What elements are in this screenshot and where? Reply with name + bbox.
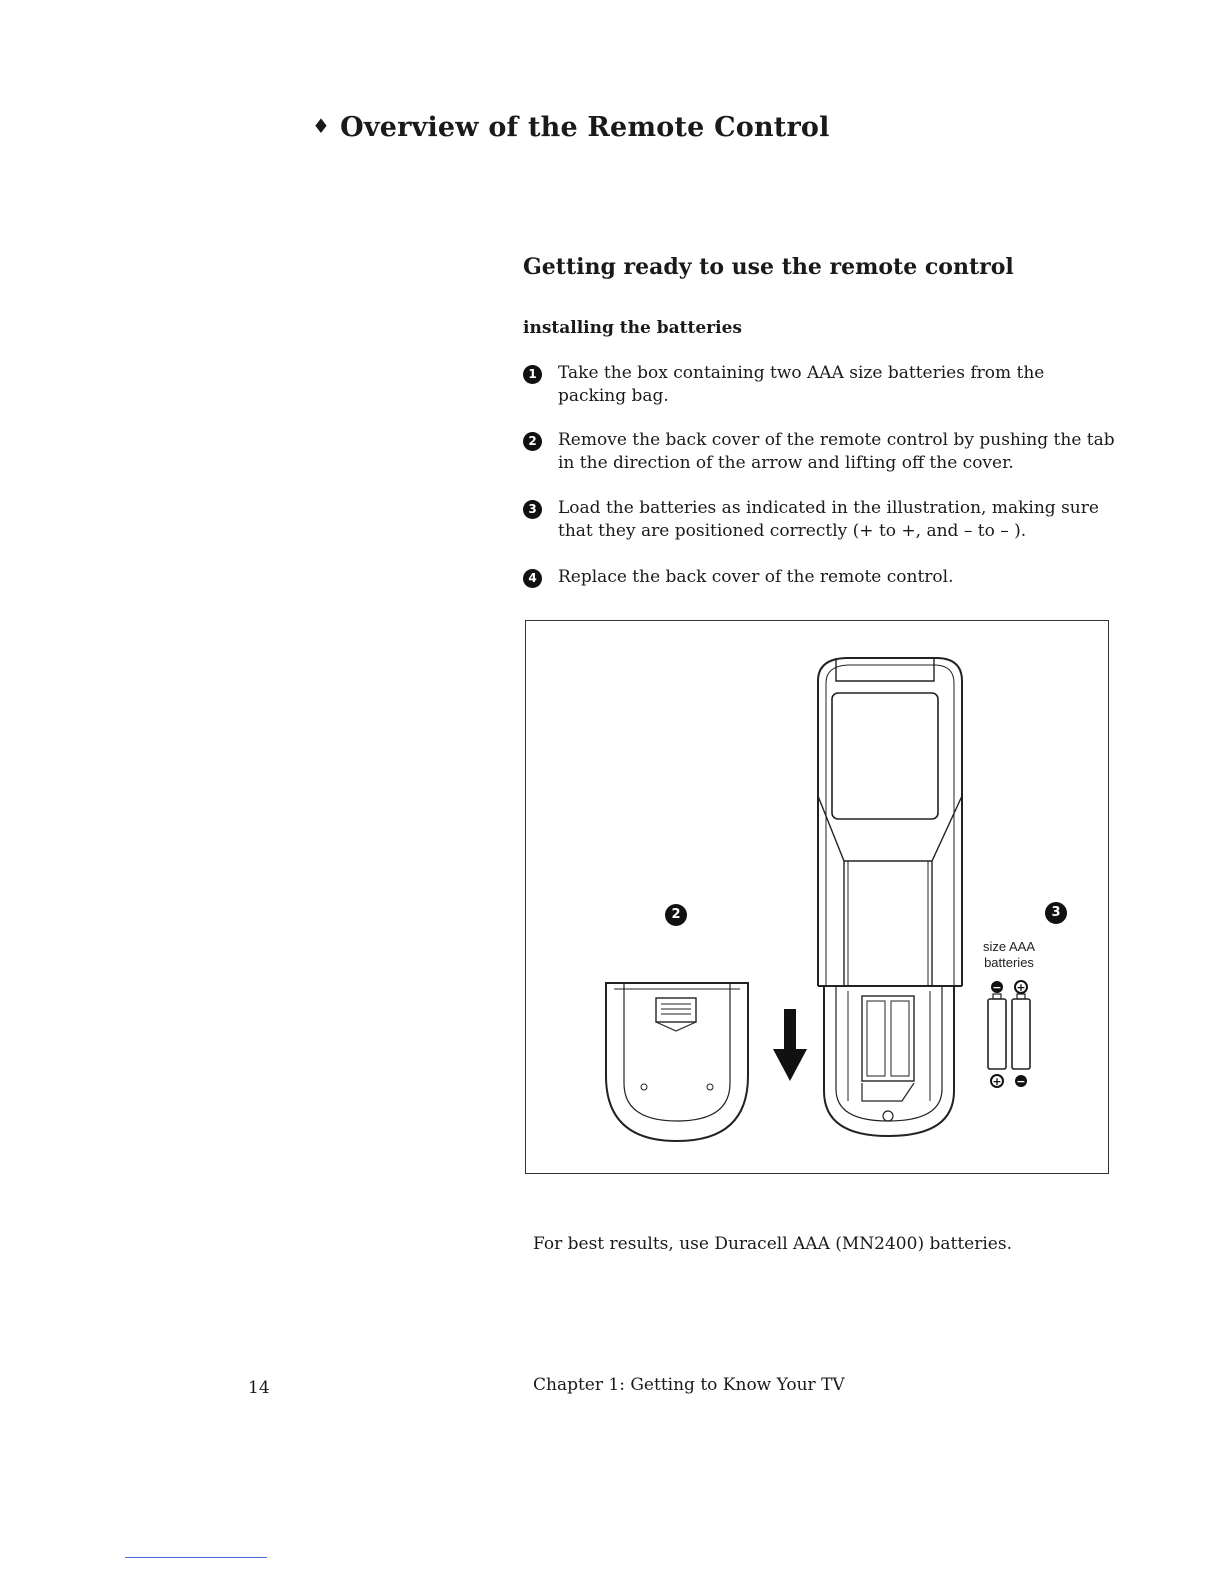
battery-installation-illustration: [526, 621, 1110, 1175]
minus-top-symbol: −: [992, 981, 1002, 994]
step-number-4: 4: [523, 569, 542, 588]
back-cover-illustration: [606, 983, 748, 1141]
step-4: [523, 566, 1123, 589]
section-title-text: Overview of the Remote Control: [340, 112, 830, 143]
section-title: [312, 112, 830, 143]
step-1: [523, 362, 1123, 408]
step-text-1: Take the box containing two AAA size batteries from the packing bag.: [558, 363, 1045, 406]
step-text-4: Replace the back cover of the remote control.: [558, 567, 954, 587]
diamond-bullet-icon: ♦: [312, 114, 331, 138]
step-number-3: 3: [523, 500, 542, 519]
page-number: 14: [248, 1378, 270, 1398]
callout-step-3: 3: [1045, 902, 1067, 924]
battery-size-label-line-1: size AAA: [982, 939, 1036, 954]
step-text-3: Load the batteries as indicated in the illustration, making sure that they are positioned correctly (+ to +, and – to – ).: [558, 498, 1099, 541]
battery-size-label: [973, 939, 1045, 971]
battery-recommendation-note: For best results, use Duracell AAA (MN2400) batteries.: [533, 1234, 1012, 1254]
plus-bottom-symbol: +: [992, 1075, 1002, 1088]
chapter-footer: Chapter 1: Getting to Know Your TV: [533, 1375, 845, 1395]
polarity-markers: [991, 981, 1027, 1088]
sub-heading: installing the batteries: [523, 318, 742, 338]
remote-control-illustration: [818, 658, 962, 1136]
step-text-2: Remove the back cover of the remote control by pushing the tab in the direction of the arrow and lifting off the cover.: [558, 430, 1115, 473]
down-arrow-icon: [773, 1009, 807, 1081]
battery-installation-figure: [525, 620, 1109, 1174]
battery-size-label-line-2: batteries: [984, 955, 1034, 970]
step-2: [523, 429, 1123, 475]
step-number-1: 1: [523, 365, 542, 384]
subsection-title: Getting ready to use the remote control: [523, 254, 1014, 280]
step-3: [523, 497, 1123, 543]
plus-top-symbol: +: [1016, 981, 1026, 994]
minus-bottom-symbol: −: [1016, 1075, 1026, 1088]
page-edge-line: [125, 1557, 267, 1558]
batteries-illustration: [988, 994, 1030, 1069]
step-number-2: 2: [523, 432, 542, 451]
callout-step-2: 2: [665, 904, 687, 926]
